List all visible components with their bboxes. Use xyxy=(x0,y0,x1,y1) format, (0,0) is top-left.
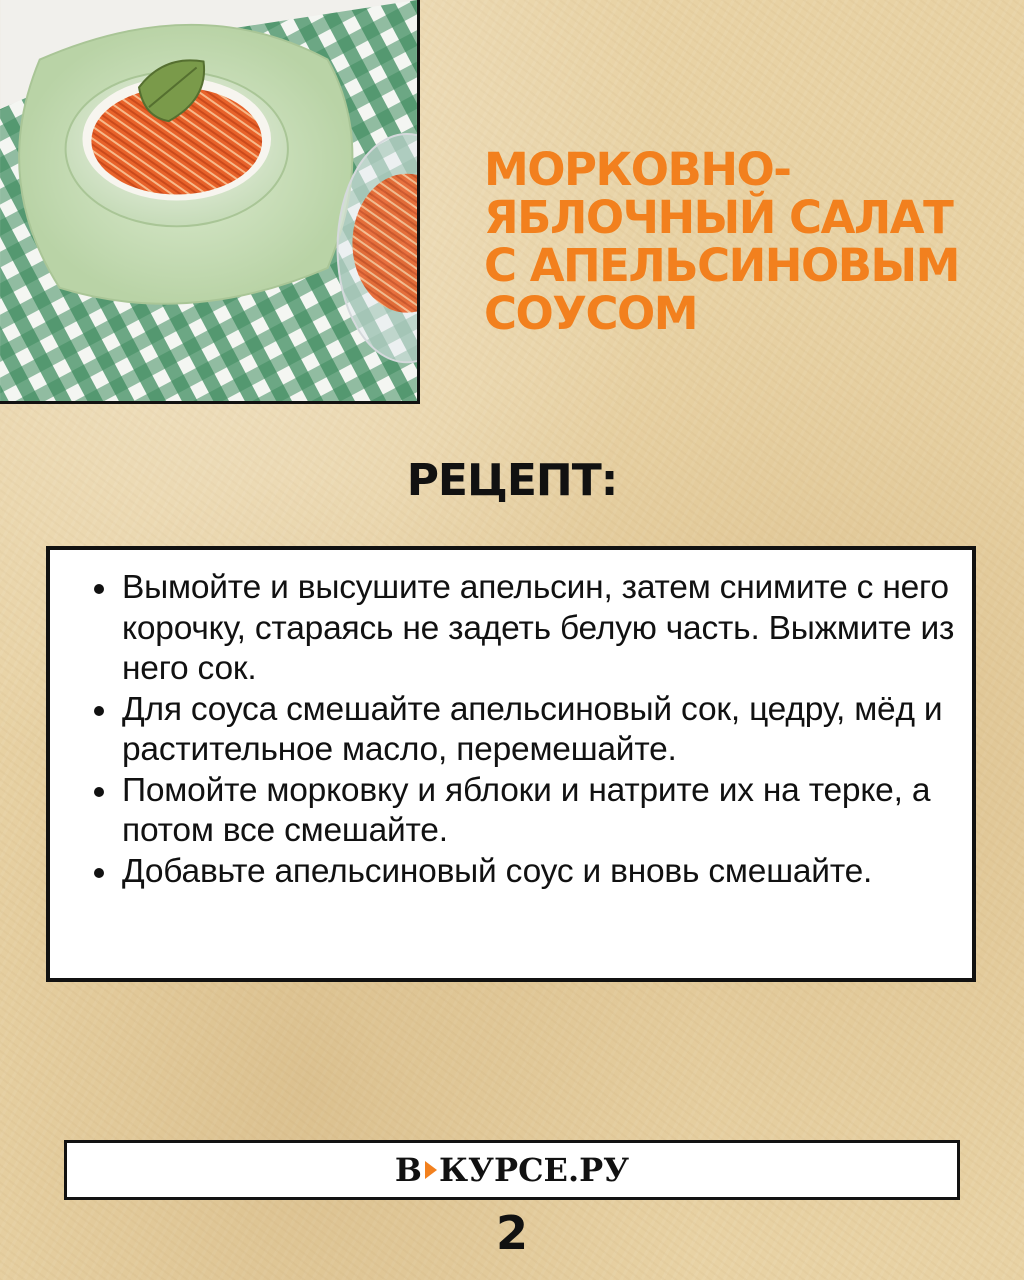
recipe-step: • Для соуса смешайте апельсиновый сок, цедру, мёд и растительное масло, перемешайте. xyxy=(120,690,962,771)
recipe-step: • Помойте морковку и яблоки и натрите их на терке, а потом все смешайте. xyxy=(120,771,962,852)
recipe-step: • Вымойте и высушите апельсин, затем снимите с него корочку, стараясь не задеть белую часть. Выжмите из него сок. xyxy=(120,568,962,690)
brand-prefix: В xyxy=(394,1151,422,1189)
recipe-step: • Добавьте апельсиновый соус и вновь смешайте. xyxy=(120,852,962,893)
recipe-title xyxy=(484,143,1014,340)
brand-suffix: КУРСЕ.РУ xyxy=(438,1151,630,1189)
salad-photo xyxy=(0,0,420,404)
brand-logo xyxy=(64,1140,960,1200)
recipe-steps-list xyxy=(50,550,972,892)
salad-illustration xyxy=(0,0,417,401)
title-line: МОРКОВНО- xyxy=(484,143,791,196)
recipe-heading: РЕЦЕПТ: xyxy=(406,455,618,506)
page-number: 2 xyxy=(495,1206,528,1260)
play-arrow-icon xyxy=(425,1161,437,1179)
recipe-steps-box xyxy=(46,546,976,982)
title-line: ЯБЛОЧНЫЙ САЛАТ xyxy=(484,191,953,244)
title-line: С АПЕЛЬСИНОВЫМ xyxy=(484,239,959,292)
title-line: СОУСОМ xyxy=(484,287,698,340)
